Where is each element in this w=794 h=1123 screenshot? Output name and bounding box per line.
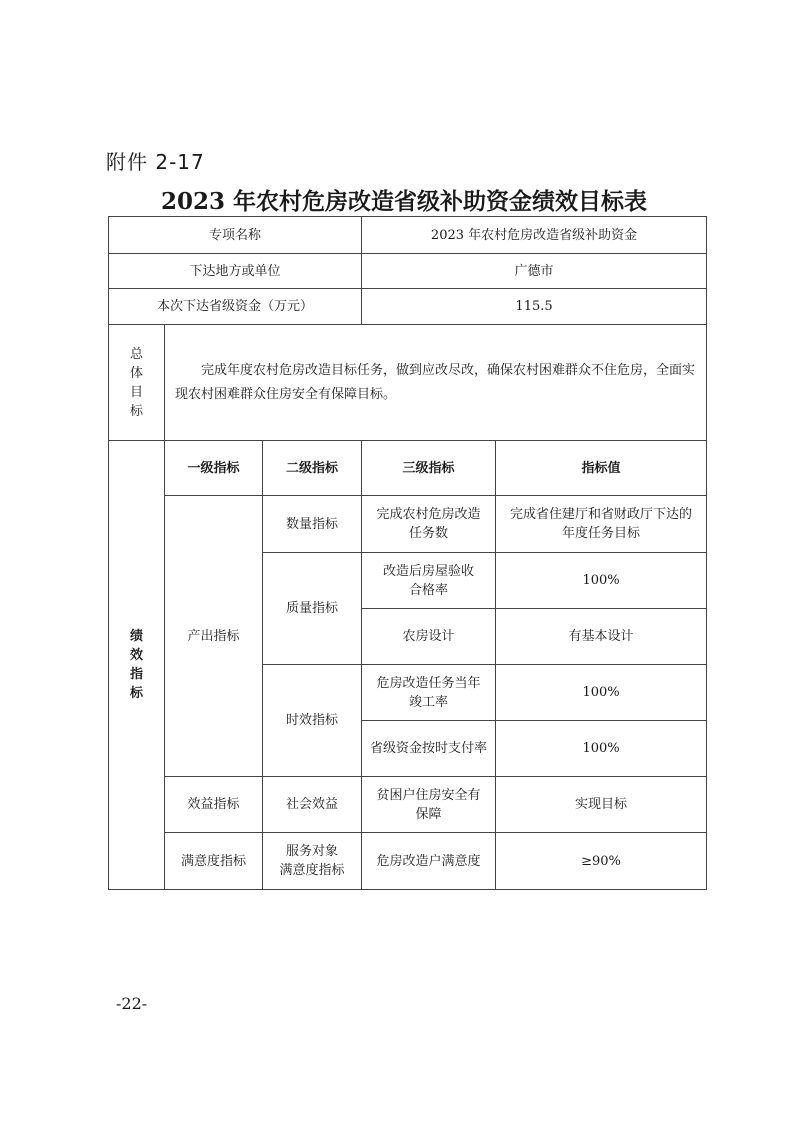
level2-timeliness: 时效指标 [263, 665, 362, 777]
funds-label: 本次下达省级资金（万元） [109, 289, 362, 325]
document-title: 2023 年农村危房改造省级补助资金绩效目标表 [160, 188, 648, 215]
level2-service: 服务对象 满意度指标 [263, 833, 362, 890]
level1-satisfaction: 满意度指标 [165, 833, 263, 890]
indicator-value: ≥90% [496, 833, 707, 890]
header-level2: 二级指标 [263, 441, 362, 496]
indicator-value: 100% [496, 553, 707, 609]
level3-cell: 改造后房屋验收 合格率 [362, 553, 496, 609]
region-value: 广德市 [362, 254, 707, 289]
project-name-value: 2023 年农村危房改造省级补助资金 [362, 217, 707, 254]
region-label: 下达地方或单位 [109, 254, 362, 289]
level1-output: 产出指标 [165, 496, 263, 777]
indicator-row [109, 496, 707, 553]
level3-cell: 危房改造户满意度 [362, 833, 496, 890]
level3-cell: 省级资金按时支付率 [362, 721, 496, 777]
level2-social: 社会效益 [263, 777, 362, 833]
performance-indicators-label: 绩 效 指 标 [109, 441, 165, 890]
level2-quality: 质量指标 [263, 553, 362, 665]
header-value: 指标值 [496, 441, 707, 496]
overall-goal-row [109, 325, 707, 441]
overall-goal-text: 完成年度农村危房改造目标任务，做到应改尽改，确保农村困难群众不住危房，全面实现农村困难群众住房安全有保障目标。 [165, 325, 707, 441]
level2-quantity: 数量指标 [263, 496, 362, 553]
level3-cell: 贫困户住房安全有 保障 [362, 777, 496, 833]
indicator-value: 实现目标 [496, 777, 707, 833]
level3-cell: 危房改造任务当年 竣工率 [362, 665, 496, 721]
indicator-header-row [109, 441, 707, 496]
header-level1: 一级指标 [165, 441, 263, 496]
indicator-value: 完成省住建厅和省财政厅下达的 年度任务目标 [496, 496, 707, 553]
performance-table [108, 216, 707, 890]
overall-goal-label: 总 体 目 标 [109, 325, 165, 441]
project-name-row [109, 217, 707, 254]
funds-value: 115.5 [362, 289, 707, 325]
header-level3: 三级指标 [362, 441, 496, 496]
attachment-label: 附件 2-17 [106, 150, 205, 174]
level3-cell: 完成农村危房改造 任务数 [362, 496, 496, 553]
page-number: -22- [116, 994, 148, 1013]
level3-cell: 农房设计 [362, 609, 496, 665]
level1-benefit: 效益指标 [165, 777, 263, 833]
indicator-value: 有基本设计 [496, 609, 707, 665]
indicator-row [109, 777, 707, 833]
funds-row [109, 289, 707, 325]
indicator-row [109, 833, 707, 890]
indicator-value: 100% [496, 721, 707, 777]
project-name-label: 专项名称 [109, 217, 362, 254]
indicator-value: 100% [496, 665, 707, 721]
region-row [109, 254, 707, 289]
